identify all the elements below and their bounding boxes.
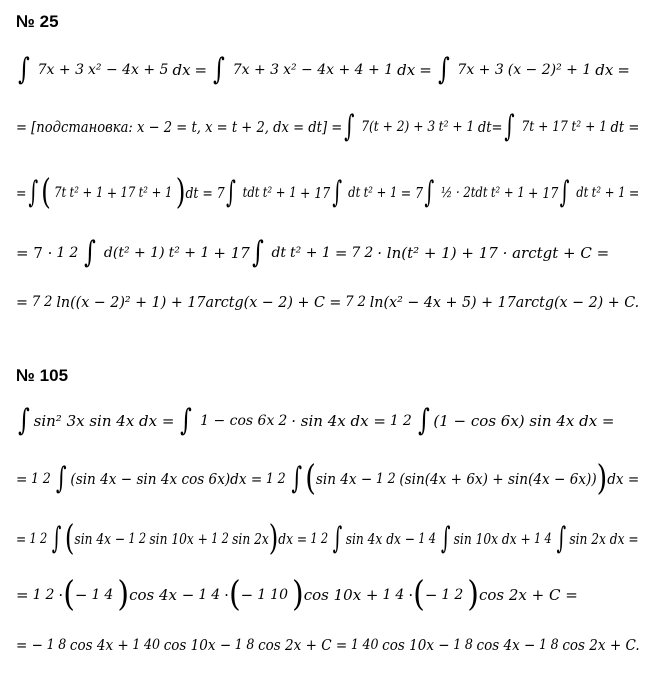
integral-sign: ∫ — [52, 521, 62, 556]
integral-sign: ∫ — [17, 403, 30, 438]
fraction: ½ · 2tdt t² + 1 — [441, 184, 525, 201]
p25-line-4: = 7 · 1 2 ∫ d(t² + 1) t² + 1 + 17 ∫ dt t² + 1 = 7 2 · ln(t² + 1) + 17 · arctgt + C = — [16, 235, 610, 270]
integral-sign: ∫ — [559, 175, 570, 210]
integral-sign: ∫ — [17, 52, 30, 87]
fraction: 1 8 — [453, 636, 473, 653]
p105-line-4: = 1 2 · ( − 1 4 ) cos 4x − 1 4 · ( − 1 10 ) cos 10x + 1 4 · ( − 1 2 ) cos 2x + C = — [16, 574, 578, 615]
fraction: 1 2 — [310, 530, 329, 547]
integral-sign: ∫ — [556, 521, 567, 556]
p105-line-2: = 1 2 ∫ (sin 4x − sin 4x cos 6x)dx = 1 2 ∫ ( sin 4x − 1 2 (sin(4x + 6x) + sin(4x − 6x)) ) dx = — [16, 458, 640, 499]
fraction: 1 4 — [418, 530, 437, 547]
fraction: 1 2 — [265, 470, 286, 487]
fraction: 7 2 — [345, 293, 366, 310]
integral-sign: ∫ — [226, 175, 237, 210]
integral-sign: ∫ — [84, 235, 96, 270]
fraction: 1 2 — [32, 586, 55, 603]
integral-sign: ∫ — [417, 403, 430, 438]
integral-sign: ∫ — [440, 521, 451, 556]
p25-line-1: ∫ 7x + 3 x² − 4x + 5 dx = ∫ 7x + 3 x² − 4x + 4 + 1 dx = ∫ 7x + 3 (x − 2)² + 1 dx = — [17, 52, 630, 87]
integral-sign: ∫ — [28, 175, 38, 210]
fraction: 1 2 — [31, 470, 51, 487]
fraction: 1 − cos 6x 2 — [200, 412, 288, 429]
fraction: 1 2 — [29, 530, 48, 547]
integral-sign: ∫ — [251, 235, 264, 270]
integral-sign: ∫ — [331, 175, 342, 210]
fraction: 7t t² + 1 — [54, 184, 104, 201]
fraction: tdt t² + 1 — [242, 184, 297, 201]
integral-sign: ∫ — [437, 52, 450, 87]
fraction: 1 4 — [382, 586, 405, 603]
fraction: 7x + 3 (x − 2)² + 1 — [457, 61, 592, 78]
integral-sign: ∫ — [56, 461, 67, 496]
fraction: 7 2 — [351, 244, 374, 261]
fraction: 1 8 — [234, 636, 255, 653]
fraction: 1 10 — [257, 586, 288, 603]
fraction: 1 8 — [46, 636, 67, 653]
fraction: 7(t + 2) + 3 t² + 1 — [361, 118, 475, 135]
fraction: 1 2 — [211, 530, 229, 547]
p105-line-3: = 1 2 ∫ ( sin 4x − 1 2 sin 10x + 1 2 sin 2x ) dx = 1 2 ∫ sin 4x dx − 1 4 ∫ sin 10x dx + 1 4 ∫ sin 2x dx = — [16, 518, 639, 559]
integral-sign: ∫ — [504, 109, 515, 144]
fraction: dt t² + 1 — [348, 184, 398, 201]
fraction: 1 2 — [56, 244, 79, 261]
fraction: dt t² + 1 — [271, 244, 331, 261]
fraction: 1 2 — [375, 470, 396, 487]
problem-105-title: № 105 — [16, 366, 69, 385]
integral-sign: ∫ — [332, 521, 343, 556]
fraction: 1 2 — [441, 586, 464, 603]
p25-line-2: = [подстановка: x − 2 = t, x = t + 2, dx = dt] = ∫ 7(t + 2) + 3 t² + 1 dt = ∫ 7t + 17 t² + 1 dt = — [16, 109, 640, 144]
fraction: 7x + 3 x² − 4x + 4 + 1 — [232, 61, 394, 78]
fraction: 7 2 — [31, 293, 53, 310]
fraction: 1 2 — [389, 412, 412, 429]
fraction: 1 40 — [132, 636, 161, 653]
p105-line-5: = − 1 8 cos 4x + 1 40 cos 10x − 1 8 cos 2x + C = 1 40 cos 10x − 1 8 cos 4x − 1 8 cos 2x + C. — [16, 636, 640, 654]
p25-line-5: = 7 2 ln((x − 2)² + 1) + 17arctg(x − 2) + C = 7 2 ln(x² − 4x + 5) + 17arctg(x − 2) + C. — [16, 293, 640, 311]
fraction: d(t² + 1) t² + 1 — [103, 244, 210, 261]
fraction: 1 40 — [350, 636, 379, 653]
problem-25-title: № 25 — [16, 12, 59, 31]
p105-line-1: ∫ sin² 3x sin 4x dx = ∫ 1 − cos 6x 2 · sin 4x dx = 1 2 ∫ (1 − cos 6x) sin 4x dx = — [17, 403, 615, 438]
integral-sign: ∫ — [180, 403, 193, 438]
fraction: 1 8 — [539, 636, 559, 653]
fraction: 1 4 — [533, 530, 552, 547]
integral-sign: ∫ — [291, 461, 302, 496]
integral-sign: ∫ — [343, 109, 355, 144]
integral-sign: ∫ — [213, 52, 225, 87]
fraction: 1 2 — [128, 530, 147, 547]
p25-line-3: = ∫ ( 7t t² + 1 + 17 t² + 1 ) dt = 7 ∫ tdt t² + 1 + 17 ∫ dt t² + 1 = 7 ∫ ½ · 2tdt t² + 1 + 17 ∫ dt t² + 1 = — [16, 172, 640, 213]
fraction: 1 4 — [198, 586, 221, 603]
fraction: 7t + 17 t² + 1 — [521, 118, 608, 135]
fraction: 7x + 3 x² − 4x + 5 — [37, 61, 169, 78]
fraction: 1 4 — [91, 586, 114, 603]
integral-sign: ∫ — [424, 175, 435, 210]
fraction: 17 t² + 1 — [120, 184, 173, 201]
fraction: dt t² + 1 — [576, 184, 626, 201]
